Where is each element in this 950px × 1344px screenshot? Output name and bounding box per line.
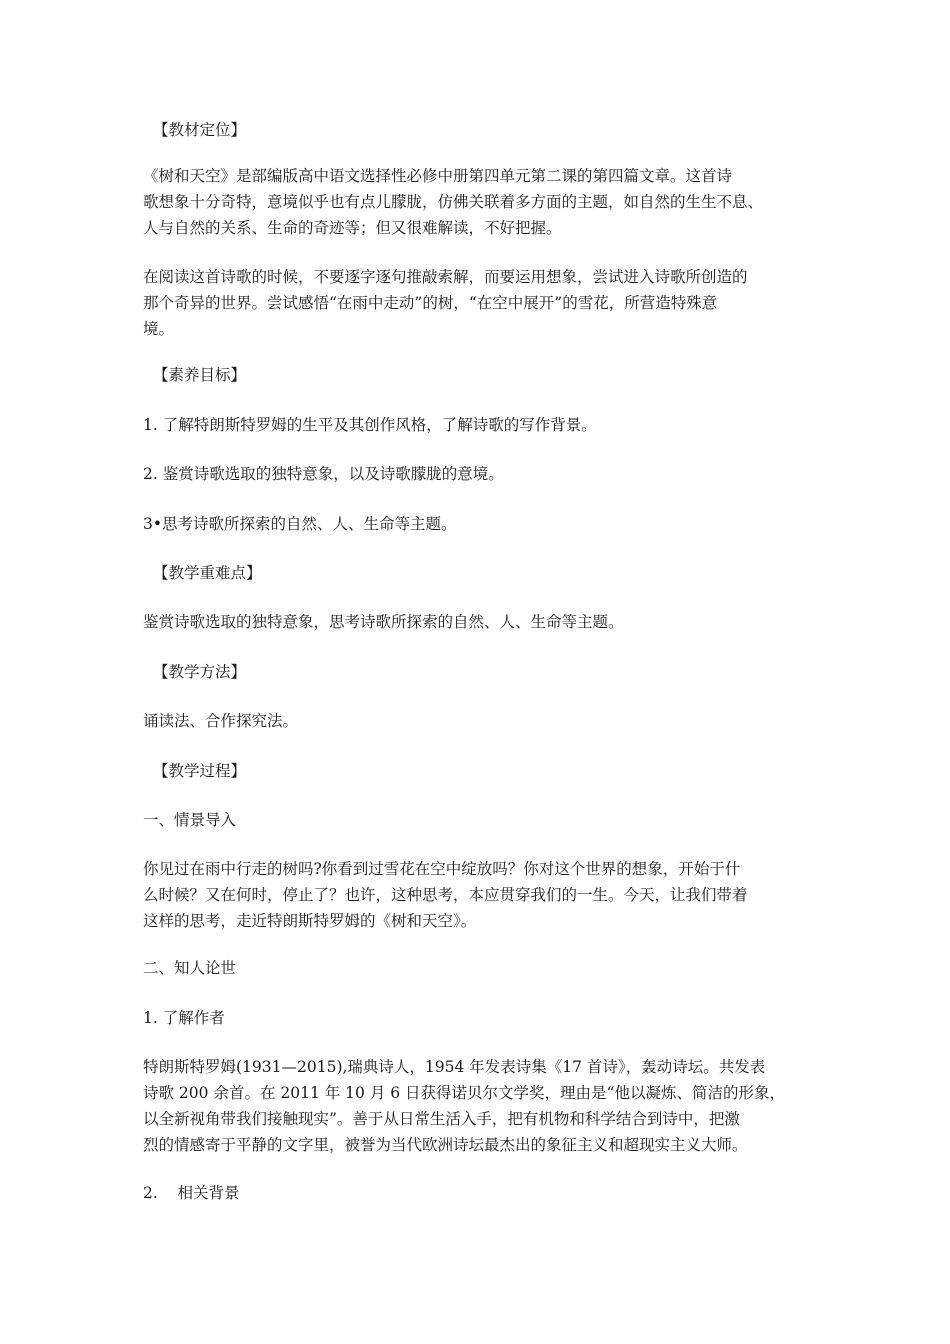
text-line: 特朗斯特罗姆(1931—2015),瑞典诗人，1954 年发表诗集《17 首诗》，轰动诗坛。共发表 [143,1058,766,1076]
text-line: 以全新视角带我们接触现实”。善于从日常生活入手，把有机物和科学结合到诗中，把激 [143,1110,740,1128]
text-line: 境。 [143,320,175,338]
text-line: 么时候？又在何时，停止了？也许，这种思考，本应贯穿我们的一生。今天，让我们带着 [143,886,748,904]
text-line: 诗歌 200 余首。在 2011 年 10 月 6 日获得诺贝尔文学奖，理由是“他以凝炼、简洁的形象， [143,1084,785,1102]
text-line: 这样的思考，走近特朗斯特罗姆的《树和天空》。 [143,912,477,930]
text-line: 歌想象十分奇特，意境似乎也有点儿朦胧，仿佛关联着多方面的主题，如自然的生生不息、 [143,193,764,211]
paragraph-author [143,1054,823,1158]
section-heading-goals: 【素养目标】 [153,366,247,384]
section-heading-positioning: 【教材定位】 [153,121,247,139]
step-2-title: 二、知人论世 [143,959,237,977]
paragraph-intro [143,856,823,934]
text-line: 烈的情感寄于平静的文字里，被誉为当代欧洲诗坛最杰出的象征主义和超现实主义大师。 [143,1136,748,1154]
text-line: 在阅读这首诗歌的时候，不要逐字逐句推敲索解，而要运用想象，尝试进入诗歌所创造的 [143,268,748,286]
sub-2-title: 2. 相关背景 [143,1184,240,1202]
text-line: 《树和天空》是部编版高中语文选择性必修中册第四单元第二课的第四篇文章。这首诗 [143,167,733,185]
section-heading-key-points: 【教学重难点】 [153,564,262,582]
step-1-title: 一、情景导入 [143,811,237,829]
sub-1-title: 1. 了解作者 [143,1009,225,1027]
paragraph-positioning-2 [143,264,823,342]
text-line: 那个奇异的世界。尝试感悟“在雨中走动”的树，“在空中展开”的雪花，所营造特殊意 [143,294,718,312]
method-text: 诵读法、合作探究法。 [143,712,299,730]
section-heading-method: 【教学方法】 [153,663,247,681]
text-line: 人与自然的关系、生命的奇迹等；但又很难解读，不好把握。 [143,219,562,237]
paragraph-positioning-1 [143,163,823,241]
goal-item-3: 3•思考诗歌所探索的自然、人、生命等主题。 [143,515,457,533]
text-line: 你见过在雨中行走的树吗?你看到过雪花在空中绽放吗？你对这个世界的想象，开始于什 [143,860,741,878]
goal-item-1: 1. 了解特朗斯特罗姆的生平及其创作风格，了解诗歌的写作背景。 [143,416,597,434]
goal-item-2: 2. 鉴赏诗歌选取的独特意象，以及诗歌朦胧的意境。 [143,465,504,483]
section-heading-process: 【教学过程】 [153,762,247,780]
key-points-text: 鉴赏诗歌选取的独特意象，思考诗歌所探索的自然、人、生命等主题。 [143,613,624,631]
